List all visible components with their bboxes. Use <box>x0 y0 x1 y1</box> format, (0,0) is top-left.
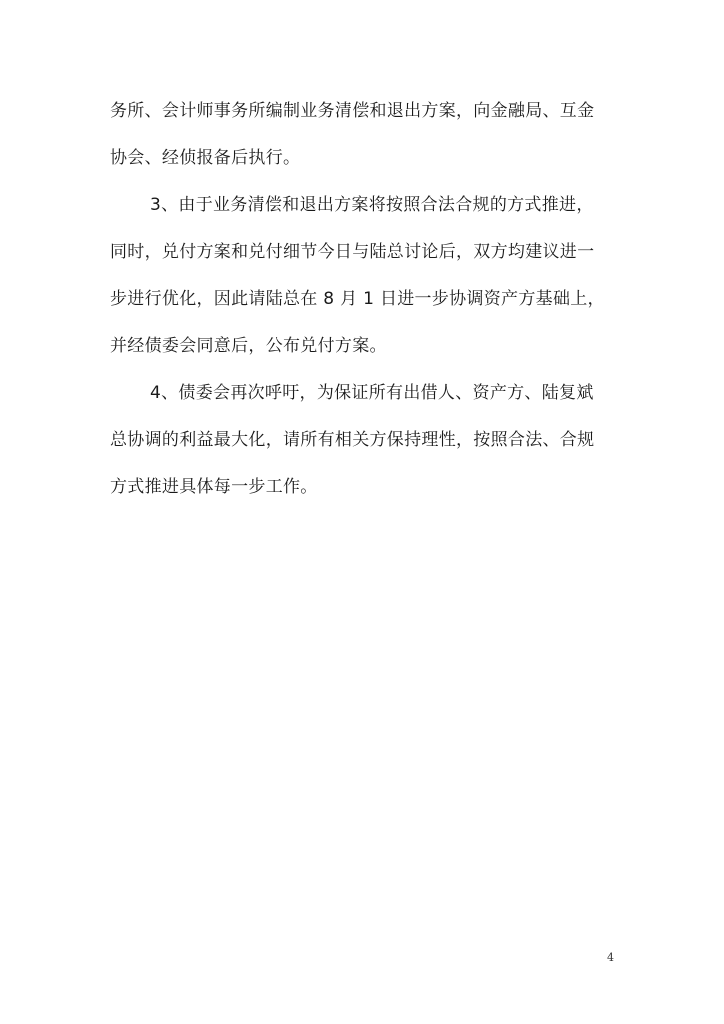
paragraph-continuation <box>110 88 620 182</box>
paragraph-item-3 <box>110 182 620 370</box>
paragraph-item-4 <box>110 370 620 511</box>
text-line: 务所、会计师事务所编制业务清偿和退出方案，向金融局、互金 <box>110 101 595 121</box>
text-line: 并经债委会同意后，公布兑付方案。 <box>110 336 387 356</box>
text-line: 协会、经侦报备后执行。 <box>110 148 301 168</box>
text-line: 步进行优化，因此请陆总在 8 月 1 日进一步协调资产方基础上， <box>110 289 605 309</box>
text-line: 总协调的利益最大化，请所有相关方保持理性，按照合法、合规 <box>110 430 595 450</box>
document-body <box>110 88 620 511</box>
text-line: 3、由于业务清偿和退出方案将按照合法合规的方式推进， <box>150 195 594 215</box>
text-line: 方式推进具体每一步工作。 <box>110 477 318 497</box>
text-line: 同时，兑付方案和兑付细节今日与陆总讨论后，双方均建议进一 <box>110 242 595 262</box>
text-line: 4、债委会再次呼吁，为保证所有出借人、资产方、陆复斌 <box>150 383 594 403</box>
page-number: 4 <box>607 951 614 964</box>
